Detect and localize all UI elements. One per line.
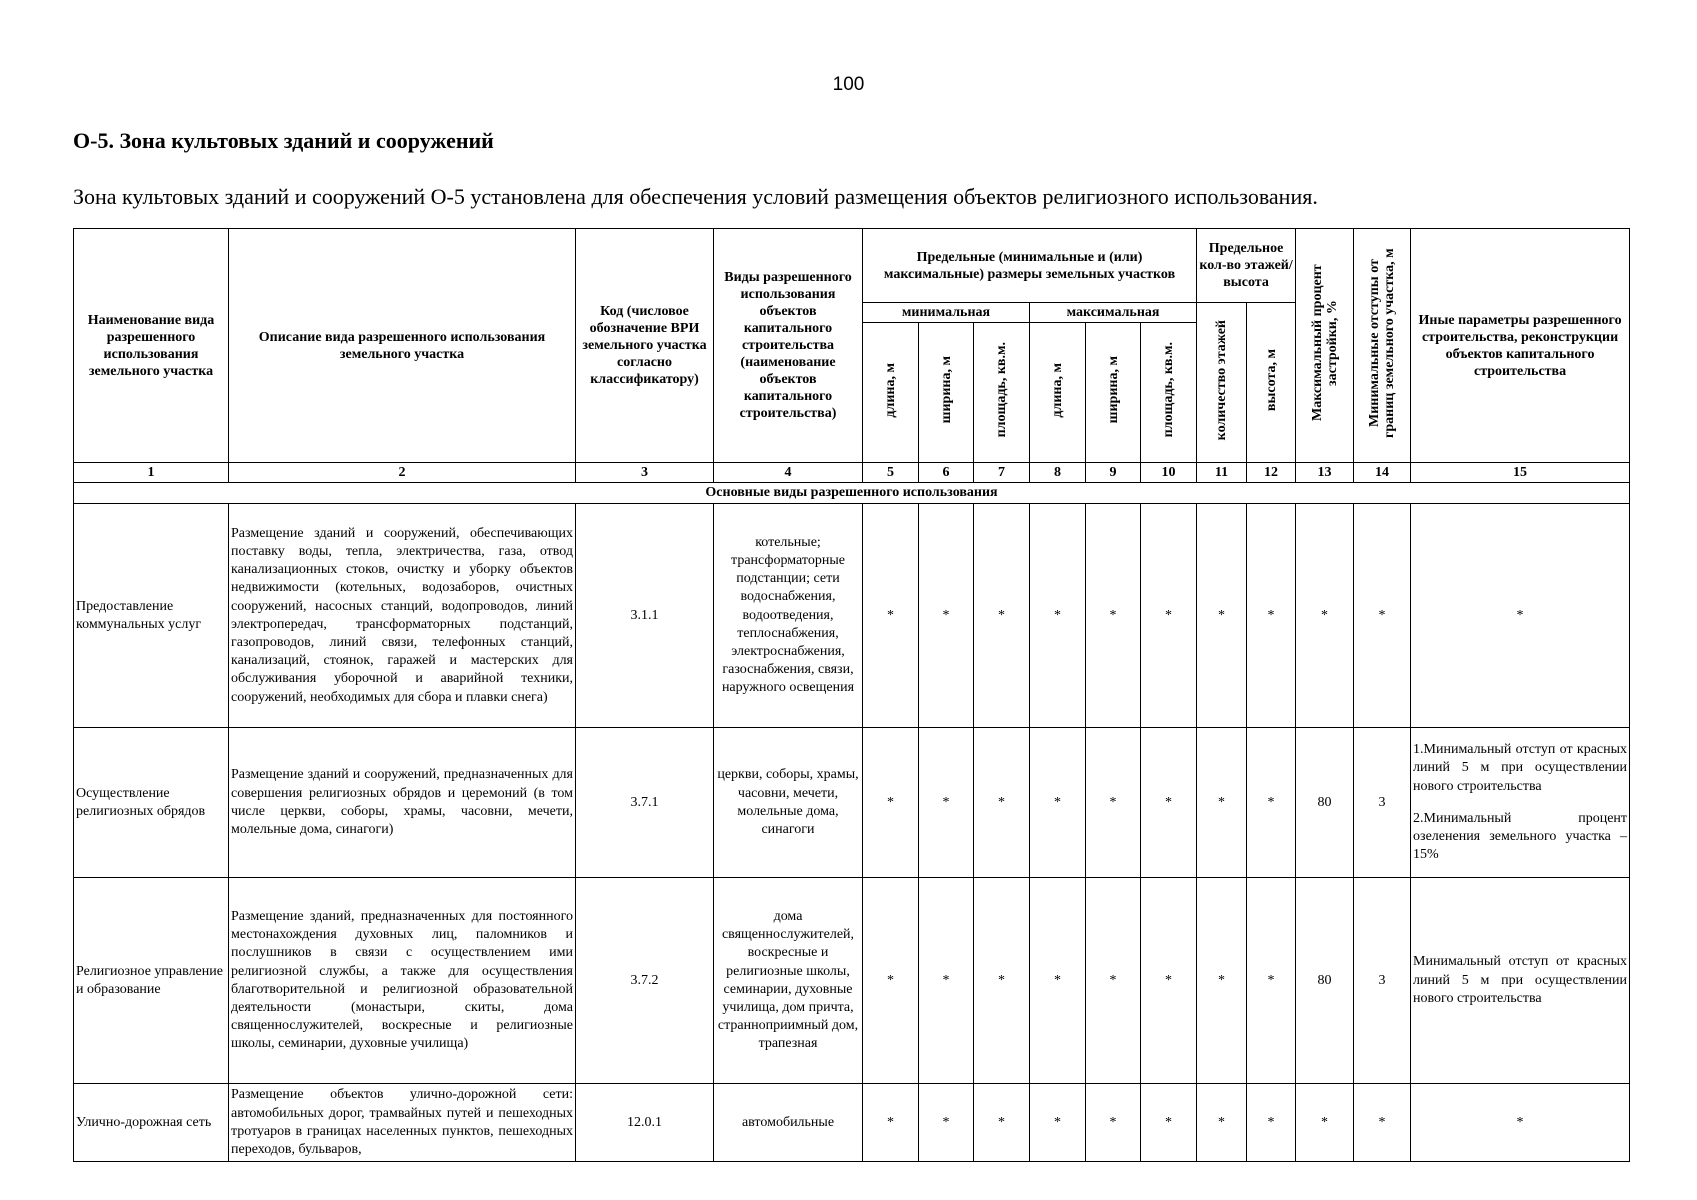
row-min-length: * [863,1084,919,1162]
row-min-setback: 3 [1354,728,1411,878]
row-max-area: * [1141,504,1197,728]
row-max-percent: 80 [1296,878,1354,1084]
row-other-params: Минимальный отступ от красных линий 5 м при осуществлении нового строительства [1411,878,1630,1084]
row-min-length: * [863,504,919,728]
row-max-area: * [1141,878,1197,1084]
intro-text: Зона культовых зданий и сооружений О-5 установлена для обеспечения условий размещения объектов религиозного использования. [73,184,1318,209]
row-description: Размещение зданий и сооружений, обеспечивающих поставку воды, тепла, электричества, газа, отвод канализационных стоков, очистку и уборку объектов недвижимости (котельных, водозаборов, очистных сооружений, насосных станций, водопроводов, линий электропередач, трансформаторных подстанций, газопроводов, линий связи, телефонных станций, канализаций, стоянок, гаражей и мастерских для обслуживания уборочной и аварийной техники, сооружений, необходимых для сбора и плавки снега) [229,504,576,728]
row-objects: церкви, соборы, храмы, часовни, мечети, молельные дома, синагоги [714,728,863,878]
table-row [74,878,1630,1084]
row-min-width: * [919,878,974,1084]
column-number: 14 [1354,463,1411,483]
header-limit-sizes: Предельные (минимальные и (или) максимальные) размеры земельных участков [863,229,1197,303]
header-maximal: максимальная [1030,303,1197,323]
row-code: 12.0.1 [576,1084,714,1162]
column-number: 7 [974,463,1030,483]
column-number: 12 [1247,463,1296,483]
column-number: 8 [1030,463,1086,483]
table-row [74,728,1630,878]
row-max-length: * [1030,728,1086,878]
row-min-area: * [974,504,1030,728]
row-code: 3.7.1 [576,728,714,878]
header-code: Код (числовое обозначение ВРИ земельного участка согласно классификатору) [576,229,714,463]
row-height: * [1247,504,1296,728]
header-max-area: площадь, кв.м. [1141,323,1197,463]
header-height: высота, м [1247,303,1296,463]
row-max-width: * [1086,504,1141,728]
header-min-setbacks: Минимальные отступы от границ земельного участка, м [1354,229,1411,463]
row-max-length: * [1030,878,1086,1084]
row-code: 3.1.1 [576,504,714,728]
row-description: Размещение зданий, предназначенных для постоянного местонахождения духовных лиц, паломников и послушников в связи с осуществлением ими религиозной службы, а также для осуществления благотворительной и религиозной образовательной деятельности (монастыри, скиты, дома священнослужителей, воскресные и религиозные школы, семинарии, духовные училища) [229,878,576,1084]
section-row [74,483,1630,504]
column-number: 5 [863,463,919,483]
section-title: О-5. Зона культовых зданий и сооружений [73,128,494,153]
table-row [74,504,1630,728]
column-number: 11 [1197,463,1247,483]
row-name: Осуществление религиозных обрядов [74,728,229,878]
row-other-param-1: 1.Минимальный отступ от красных линий 5 м при осуществлении нового строительства [1413,742,1628,794]
row-min-setback: 3 [1354,878,1411,1084]
header-max-length: длина, м [1030,323,1086,463]
row-objects: дома священнослужителей, воскресные и религиозные школы, семинарии, духовные училища, дом причта, странноприимный дом, трапезная [714,878,863,1084]
row-name: Религиозное управление и образование [74,878,229,1084]
row-other-params: * [1411,504,1630,728]
row-min-setback: * [1354,504,1411,728]
row-floors: * [1197,504,1247,728]
header-min-length: длина, м [863,323,919,463]
row-floors: * [1197,878,1247,1084]
row-max-area: * [1141,728,1197,878]
column-number: 1 [74,463,229,483]
column-number: 3 [576,463,714,483]
row-max-length: * [1030,504,1086,728]
row-min-area: * [974,878,1030,1084]
header-description: Описание вида разрешенного использования земельного участка [229,229,576,463]
header-min-area: площадь, кв.м. [974,323,1030,463]
row-objects: котельные; трансформаторные подстанции; сети водоснабжения, водоотведения, теплоснабжения, электроснабжения, газоснабжения, связи, наружного освещения [714,504,863,728]
column-number: 13 [1296,463,1354,483]
column-number: 15 [1411,463,1630,483]
row-min-area: * [974,728,1030,878]
row-max-width: * [1086,878,1141,1084]
row-min-width: * [919,1084,974,1162]
column-number: 9 [1086,463,1141,483]
row-code: 3.7.2 [576,878,714,1084]
row-name: Улично-дорожная сеть [74,1084,229,1162]
row-max-percent: * [1296,1084,1354,1162]
row-description: Размещение зданий и сооружений, предназначенных для совершения религиозных обрядов и церемоний (в том числе церкви, соборы, храмы, часовни, мечети, молельные дома, синагоги) [229,728,576,878]
row-min-setback: * [1354,1084,1411,1162]
header-max-width: ширина, м [1086,323,1141,463]
row-floors: * [1197,728,1247,878]
row-max-length: * [1030,1084,1086,1162]
row-min-length: * [863,728,919,878]
row-height: * [1247,1084,1296,1162]
row-min-area: * [974,1084,1030,1162]
row-other-params [1411,728,1630,878]
header-max-percent: Максимальный процент застройки, % [1296,229,1354,463]
row-description: Размещение объектов улично-дорожной сети: автомобильных дорог, трамвайных путей и пешеходных тротуаров в границах населенных пунктов, пешеходных переходов, бульваров, [229,1084,576,1162]
header-name: Наименование вида разрешенного использования земельного участка [74,229,229,463]
row-max-width: * [1086,1084,1141,1162]
column-number: 6 [919,463,974,483]
section-label: Основные виды разрешенного использования [74,483,1630,504]
row-min-width: * [919,728,974,878]
row-other-param-2: 2.Минимальный процент озеленения земельного участка – 15% [1413,810,1628,863]
column-number: 2 [229,463,576,483]
column-numbers-row [74,463,1630,483]
header-min-width: ширина, м [919,323,974,463]
row-height: * [1247,728,1296,878]
header-minimal: минимальная [863,303,1030,323]
row-floors: * [1197,1084,1247,1162]
row-objects: автомобильные [714,1084,863,1162]
row-max-width: * [1086,728,1141,878]
row-max-area: * [1141,1084,1197,1162]
table-row [74,1084,1630,1162]
header-floors-group: Предельное кол-во этажей/ высота [1197,229,1296,303]
row-max-percent: * [1296,504,1354,728]
row-max-percent: 80 [1296,728,1354,878]
header-floors: количество этажей [1197,303,1247,463]
row-min-width: * [919,504,974,728]
row-min-length: * [863,878,919,1084]
header-other-params: Иные параметры разрешенного строительства, реконструкции объектов капитального строительства [1411,229,1630,463]
page-number: 100 [832,74,865,95]
header-objects: Виды разрешенного использования объектов капитального строительства (наименование объектов капитального строительства) [714,229,863,463]
row-name: Предоставление коммунальных услуг [74,504,229,728]
column-number: 10 [1141,463,1197,483]
row-other-params: * [1411,1084,1630,1162]
zoning-table [73,228,1630,1162]
row-height: * [1247,878,1296,1084]
column-number: 4 [714,463,863,483]
